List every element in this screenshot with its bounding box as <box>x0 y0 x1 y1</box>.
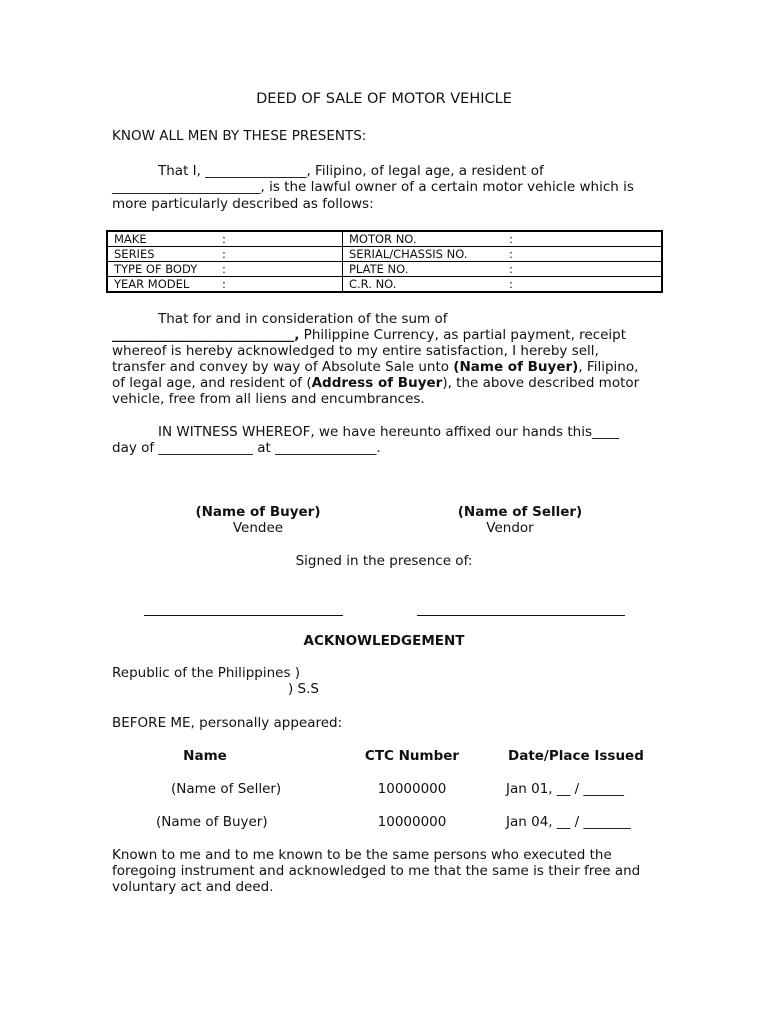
ack-row-seller-date: Jan 01, __ / ______ <box>506 781 624 797</box>
ack-header-name: Name <box>183 748 227 764</box>
table-cell: PLATE NO. : <box>343 262 663 277</box>
table-cell: SERIES : <box>107 247 343 262</box>
para2-line5: of legal age, and resident of (Address of Buyer), the above described motor <box>112 375 640 391</box>
ack-row-buyer-ctc: 10000000 <box>377 814 447 830</box>
document-title: DEED OF SALE OF MOTOR VEHICLE <box>256 91 512 107</box>
para2-line6: vehicle, free from all liens and encumbrances. <box>112 391 425 407</box>
vehicle-description-table <box>106 230 663 293</box>
before-me-line: BEFORE ME, personally appeared: <box>112 715 343 731</box>
ack-header-date: Date/Place Issued <box>508 748 644 764</box>
intro-line: KNOW ALL MEN BY THESE PRESENTS: <box>112 128 367 144</box>
closing-line3: voluntary act and deed. <box>112 879 274 895</box>
buyer-role: Vendee <box>232 520 284 536</box>
buyer-name: (Name of Buyer) <box>195 504 321 520</box>
seller-role: Vendor <box>486 520 534 536</box>
para2-line1: That for and in consideration of the sum of <box>158 311 448 327</box>
witness-signature-line-1 <box>144 615 343 616</box>
para1-line2: ______________________, is the lawful owner of a certain motor vehicle which is <box>112 179 634 195</box>
ack-row-buyer-name: (Name of Buyer) <box>156 814 268 830</box>
table-cell: C.R. NO. : <box>343 277 663 293</box>
para3-line1: IN WITNESS WHEREOF, we have hereunto affixed our hands this____ <box>158 424 619 440</box>
table-row <box>107 262 662 277</box>
witness-signature-line-2 <box>417 615 625 616</box>
table-cell: SERIAL/CHASSIS NO. : <box>343 247 663 262</box>
ss-line: ) S.S <box>288 681 319 697</box>
para2-line2: ___________________________, Philippine Currency, as partial payment, receipt <box>112 327 627 343</box>
para1-line1: That I, _______________, Filipino, of legal age, a resident of <box>158 163 544 179</box>
closing-line1: Known to me and to me known to be the same persons who executed the <box>112 847 612 863</box>
republic-line: Republic of the Philippines ) <box>112 665 301 681</box>
table-cell: MAKE : <box>107 231 343 247</box>
table-cell: MOTOR NO. : <box>343 231 663 247</box>
table-row <box>107 277 662 293</box>
seller-name: (Name of Seller) <box>457 504 583 520</box>
para1-line3: more particularly described as follows: <box>112 196 374 212</box>
ack-header-ctc: CTC Number <box>364 748 460 764</box>
presence-line: Signed in the presence of: <box>295 553 473 569</box>
table-cell: YEAR MODEL : <box>107 277 343 293</box>
table-row <box>107 247 662 262</box>
acknowledgement-heading: ACKNOWLEDGEMENT <box>303 633 465 649</box>
para3-line2: day of ______________ at _______________. <box>112 440 381 456</box>
ack-row-seller-name: (Name of Seller) <box>171 781 282 797</box>
ack-row-buyer-date: Jan 04, __ / _______ <box>506 814 631 830</box>
ack-row-seller-ctc: 10000000 <box>377 781 447 797</box>
table-cell: TYPE OF BODY : <box>107 262 343 277</box>
table-row <box>107 231 662 247</box>
para2-line4: transfer and convey by way of Absolute Sale unto (Name of Buyer), Filipino, <box>112 359 639 375</box>
para2-line3: whereof is hereby acknowledged to my entire satisfaction, I hereby sell, <box>112 343 599 359</box>
closing-line2: foregoing instrument and acknowledged to me that the same is their free and <box>112 863 641 879</box>
